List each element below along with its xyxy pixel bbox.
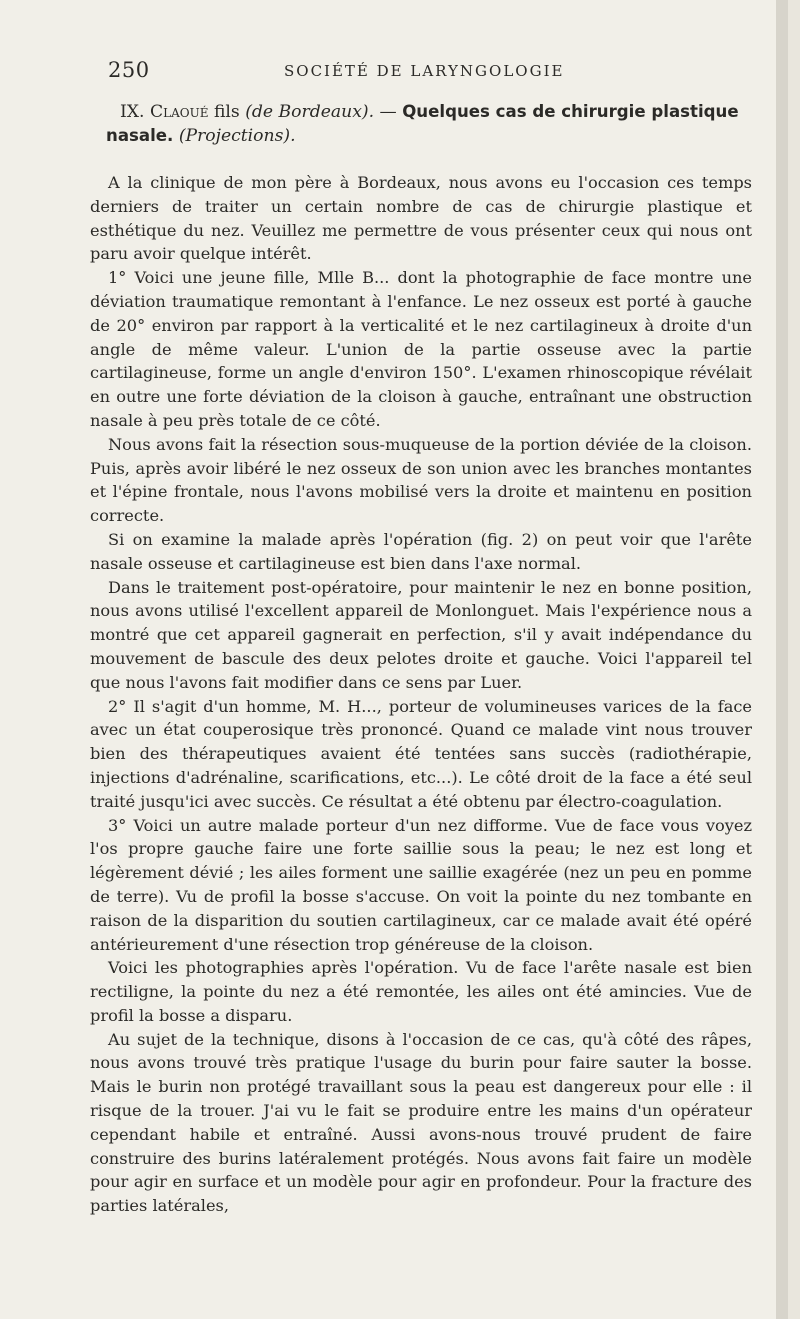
paragraph: 1° Voici une jeune fille, Mlle B... dont la photographie de face montre une déviation traumatique remontant à l'enfance. Le nez osseux est porté à gauche de 20° environ par rapport à la verticalité et le nez cartilagineux à droite d'un angle de même valeur. L'union de la partie osseuse avec la partie cartilagineuse, forme un angle d'environ 150°. L'examen rhinoscopique révélait en outre une forte déviation de la cloison à gauche, entraînant une obstruction nasale à peu près totale de ce côté. [90, 268, 752, 430]
paragraph: A la clinique de mon père à Bordeaux, nous avons eu l'occasion ces temps derniers de traiter un certain nombre de cas de chirurgie plastique et esthétique du nez. Veuillez me permettre de vous présenter ceux qui nous ont paru avoir quelque intérêt. [90, 173, 752, 264]
page-number: 250 [108, 58, 150, 82]
running-head: SOCIÉTÉ DE LARYNGOLOGIE [284, 62, 565, 80]
paragraph: 3° Voici un autre malade porteur d'un nez difforme. Vue de face vous voyez l'os propre gauche faire une forte saillie sous la peau; le nez est long et légèrement dévié ; les ailes forment une saillie exagérée (nez un peu en pomme de terre). Vu de profil la bosse s'accuse. On voit la pointe du nez tombante en raison de la disparition du soutien cartilagineux, car ce malade avait été opéré antérieurement d'une résection trop généreuse de la cloison. [90, 815, 752, 954]
article-title: Quelques cas de chirurgie plastique nasale. [106, 102, 739, 145]
paragraph: Si on examine la malade après l'opération (fig. 2) on peut voir que l'arête nasale osseuse et cartilagineuse est bien dans l'axe normal. [90, 529, 752, 573]
paragraph: 2° Il s'agit d'un homme, M. H..., porteur de volumineuses varices de la face avec un état couperosique très prononcé. Quand ce malade vint nous trouver bien des thérapeutiques avaient été tentées sans succès (radiothérapie, injections d'adrénaline, scarifications, etc...). Le côté droit de la face a été seul traité jusqu'ici avec succès. Ce résultat a été obtenu par électro-coagulation. [90, 696, 752, 811]
paragraph: Nous avons fait la résection sous-muqueuse de la portion déviée de la cloison. Puis, après avoir libéré le nez osseux de son union avec les branches montantes et l'épine frontale, nous l'avons mobilisé vers la droite et maintenu en position correcte. [90, 434, 752, 526]
article-body [90, 171, 752, 1218]
article-affiliation: (de Bordeaux). [245, 102, 375, 122]
title-dash: — [379, 102, 397, 122]
article-projections: (Projections). [178, 126, 296, 146]
article-author-suffix: fils [213, 102, 240, 122]
paragraph: Voici les photographies après l'opération. Vu de face l'arête nasale est bien rectiligne, la pointe du nez a été remontée, les ailes ont été amincies. Vue de profil la bosse a disparu. [90, 958, 752, 1025]
article-author: Claoué [149, 102, 209, 122]
paragraph: Au sujet de la technique, disons à l'occasion de ce cas, qu'à côté des râpes, nous avons trouvé très pratique l'usage du burin pour faire sauter la bosse. Mais le burin non protégé travaillant sous la peau est dangereux pour elle : il risque de la trouer. J'ai vu le fait se produire entre les mains d'un opérateur cependant habile et entraîné. Aussi avons-nous trouvé prudent de faire construire des burins latéralement protégés. Nous avons fait faire un modèle pour agir en surface et un modèle pour agir en profondeur. Pour la fracture des parties latérales, [90, 1029, 752, 1216]
article-title-block [106, 100, 756, 148]
page-header [108, 58, 758, 86]
article-number: IX. [120, 102, 145, 122]
paragraph: Dans le traitement post-opératoire, pour maintenir le nez en bonne position, nous avons utilisé l'excellent appareil de Monlonguet. Mais l'expérience nous a montré que cet appareil gagnerait en perfection, s'il y avait indépendance du mouvement de bascule des deux pelotes droite et gauche. Voici l'appareil tel que nous l'avons fait modifier dans ce sens par Luer. [90, 577, 752, 692]
